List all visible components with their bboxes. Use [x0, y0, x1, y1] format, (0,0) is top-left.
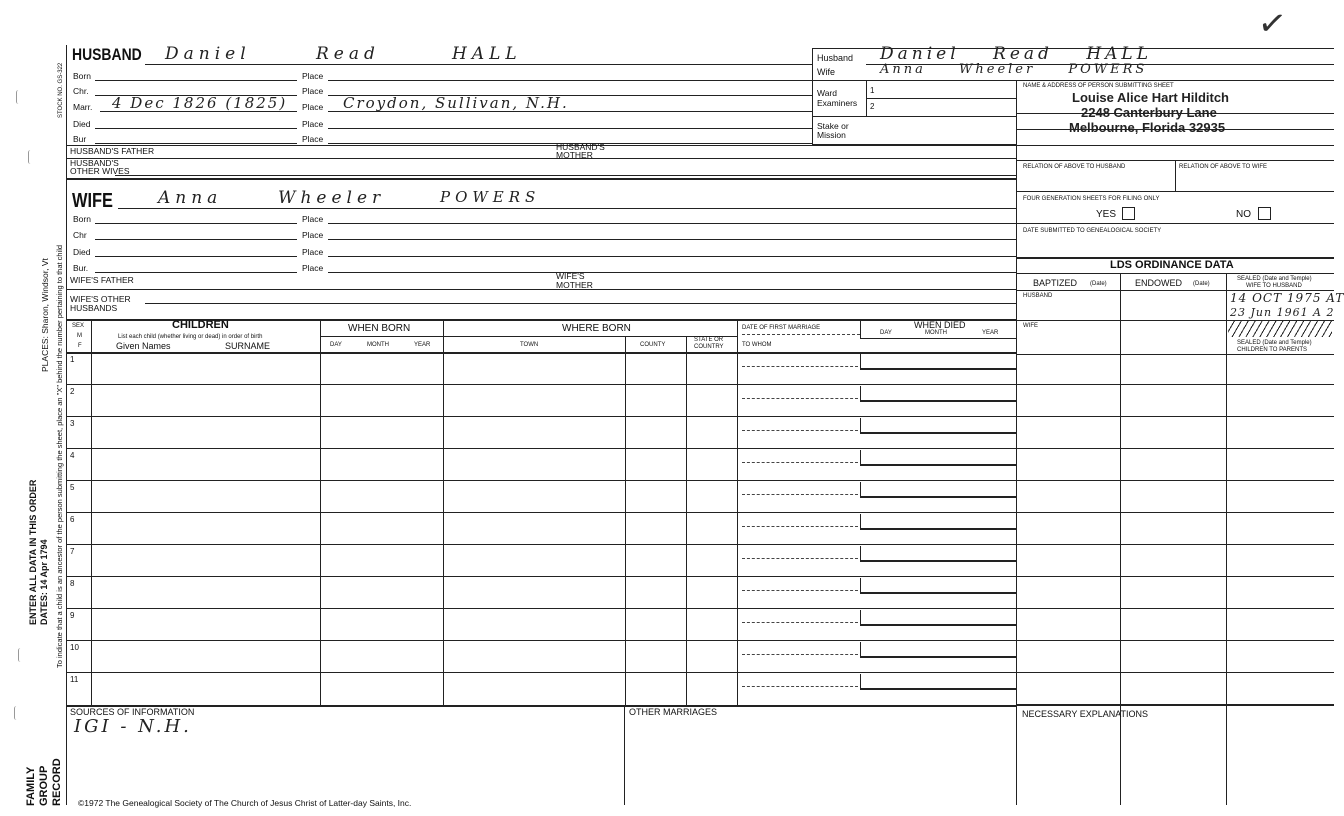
child-row-divider: [66, 640, 1016, 641]
husbands-other-wives-1: HUSBAND'S: [70, 158, 119, 168]
wife-born-place-label: Place: [302, 214, 324, 224]
husbands-mother-label-1: HUSBAND'S: [556, 142, 605, 152]
sealed-cp-label-1: SEALED (Date and Temple): [1237, 340, 1312, 346]
husband-middle: Read: [316, 44, 380, 64]
submitter-name: Louise Alice Hart Hilditch: [1072, 90, 1229, 105]
surname-header: SURNAME: [225, 341, 271, 351]
binder-mark: [28, 150, 33, 164]
sources-label: SOURCES OF INFORMATION: [70, 707, 195, 717]
child-row-divider: [66, 480, 1016, 481]
dates-value: DATES: 14 Apr 1794: [39, 539, 49, 625]
to-whom-header: TO WHOM: [742, 342, 772, 348]
children-title: CHILDREN: [172, 319, 229, 331]
died-box-side: [860, 354, 861, 368]
died-box-side: [860, 450, 861, 464]
died-box-side: [860, 610, 861, 624]
marriage-place: Croydon, Sullivan, N.H.: [343, 94, 569, 112]
marriage-date-dash: [742, 590, 858, 591]
first-marriage-header: DATE OF FIRST MARRIAGE: [742, 325, 821, 331]
died-day-header: DAY: [880, 330, 892, 336]
marriage-date-dash: [742, 366, 858, 367]
marriage-date-dash: [742, 398, 858, 399]
child-row-number: 6: [70, 515, 75, 524]
baptized-date-label: (Date): [1090, 281, 1107, 287]
submitter-label: NAME & ADDRESS OF PERSON SUBMITTING SHEET: [1023, 83, 1174, 89]
sealed-wh-label-2: WIFE TO HUSBAND: [1246, 283, 1302, 289]
sealed-value-1: 14 OCT 1975 AT: [1230, 291, 1344, 305]
died-box-line: [860, 496, 1016, 498]
sealed-wh-label-1: SEALED (Date and Temple): [1237, 276, 1312, 282]
husband-born-label: Born: [73, 71, 91, 81]
date-submitted-label: DATE SUBMITTED TO GENEALOGICAL SOCIETY: [1023, 228, 1162, 234]
submitter-address-1: 2248 Canterbury Lane: [1081, 105, 1217, 120]
where-born-header: WHERE BORN: [562, 323, 631, 334]
husband-died-label: Died: [73, 119, 91, 129]
hatched-area: [1228, 321, 1332, 337]
child-row-number: 8: [70, 579, 75, 588]
no-label: NO: [1236, 209, 1251, 220]
wife-chr-place-label: Place: [302, 230, 324, 240]
lds-husband-label: HUSBAND: [1023, 293, 1053, 299]
marriage-date-dash: [742, 622, 858, 623]
husbands-mother-label-2: MOTHER: [556, 150, 593, 160]
endowed-date-label: (Date): [1193, 281, 1210, 287]
wifes-father-label: WIFE'S FATHER: [70, 275, 134, 285]
died-box-line: [860, 432, 1016, 434]
husband-chr-label: Chr.: [73, 86, 89, 96]
died-box-side: [860, 514, 861, 528]
child-row-divider: [66, 416, 1016, 417]
wifes-other-husbands-1: WIFE'S OTHER: [70, 294, 131, 304]
born-year-header: YEAR: [414, 342, 431, 348]
lds-row-divider: [1016, 672, 1334, 673]
examiner-2-number: 2: [870, 102, 875, 111]
state-header-1: STATE OR: [694, 337, 724, 343]
husband-bur-place-label: Place: [302, 134, 324, 144]
child-row-number: 3: [70, 419, 75, 428]
wife-label: WIFE: [72, 190, 113, 212]
lds-row-divider: [1016, 608, 1334, 609]
marriage-date: 4 Dec 1826 (1825): [112, 94, 288, 112]
died-box-line: [860, 560, 1016, 562]
child-row-divider: [66, 448, 1016, 449]
examiner-1-number: 1: [870, 86, 875, 95]
child-row-number: 2: [70, 387, 75, 396]
wife-bur-place-label: Place: [302, 263, 324, 273]
child-row-number: 11: [70, 675, 79, 684]
wife-middle: Wheeler: [278, 188, 386, 208]
stake-label-1: Stake or: [817, 121, 849, 131]
copyright-notice: ©1972 The Genealogical Society of The Church of Jesus Christ of Latter-day Saints, Inc.: [78, 798, 412, 808]
four-generation-label: FOUR GENERATION SHEETS FOR FILING ONLY: [1023, 196, 1160, 202]
child-row-number: 1: [70, 355, 75, 364]
marriage-date-dash: [742, 654, 858, 655]
examiners-label: Examiners: [817, 98, 858, 108]
wifes-mother-label-2: MOTHER: [556, 280, 593, 290]
lds-row-divider: [1016, 544, 1334, 545]
child-row-number: 5: [70, 483, 75, 492]
wifes-other-husbands-2: HUSBANDS: [70, 303, 118, 313]
died-box-line: [860, 400, 1016, 402]
wife-bur-label: Bur.: [73, 263, 89, 273]
sealed-value-2: 23 Jun 1961 A 2: [1230, 306, 1335, 319]
child-row-divider: [66, 608, 1016, 609]
died-box-side: [860, 482, 861, 496]
wife-surname: POWERS: [440, 188, 541, 206]
binder-mark: [14, 706, 19, 720]
husband-born-place-label: Place: [302, 71, 324, 81]
child-row-divider: [66, 384, 1016, 385]
died-box-side: [860, 418, 861, 432]
child-row-divider: [66, 576, 1016, 577]
other-marriages-label: OTHER MARRIAGES: [629, 707, 718, 717]
husband-surname: HALL: [452, 44, 522, 64]
sources-value: IGI - N.H.: [74, 716, 192, 737]
ward-label: Ward: [817, 88, 837, 98]
marriage-date-dash: [742, 494, 858, 495]
husband-chr-place-label: Place: [302, 86, 324, 96]
sex-f-label: F: [78, 343, 82, 349]
wife-died-place-label: Place: [302, 247, 324, 257]
child-row-divider: [66, 512, 1016, 513]
stock-number: STOCK NO. GS-322: [58, 62, 64, 118]
died-box-line: [860, 368, 1016, 370]
town-header: TOWN: [520, 342, 539, 348]
died-box-line: [860, 528, 1016, 530]
relation-husband-label: RELATION OF ABOVE TO HUSBAND: [1023, 164, 1126, 170]
binder-mark: [16, 90, 21, 104]
baptized-label: BAPTIZED: [1033, 278, 1078, 288]
stake-label-2: Mission: [817, 130, 846, 140]
child-row-divider: [66, 672, 1016, 673]
died-box-side: [860, 386, 861, 400]
died-box-line: [860, 656, 1016, 658]
sex-label: SEX: [72, 323, 85, 329]
lds-row-divider: [1016, 384, 1334, 385]
husband-died-place-label: Place: [302, 119, 324, 129]
places-title: PLACES: Sharon, Windsor, Vt: [40, 258, 50, 372]
died-year-header: YEAR: [982, 330, 999, 336]
wife-given: Anna: [158, 188, 223, 208]
died-box-side: [860, 546, 861, 560]
lds-title: LDS ORDINANCE DATA: [1110, 259, 1234, 271]
child-row-number: 4: [70, 451, 75, 460]
children-instruction: List each child (whether living or dead) in order of birth: [118, 334, 263, 340]
record-title-2: GROUP: [38, 765, 50, 806]
explanations-label: NECESSARY EXPLANATIONS: [1022, 709, 1149, 719]
when-born-header: WHEN BORN: [348, 323, 411, 334]
right-husband-label: Husband: [817, 53, 854, 63]
lds-row-divider: [1016, 576, 1334, 577]
child-ancestor-note: To indicate that a child is an ancestor of the person submitting the sheet, place an "X" behind the number pertaining to that child: [55, 244, 64, 668]
child-row-divider: [66, 544, 1016, 545]
lds-row-divider: [1016, 640, 1334, 641]
husband-given: Daniel: [165, 44, 251, 64]
died-box-side: [860, 642, 861, 656]
lds-row-divider: [1016, 480, 1334, 481]
died-month-header: MONTH: [925, 330, 947, 336]
check-mark-icon: ✓: [1255, 2, 1290, 46]
wife-died-label: Died: [73, 247, 91, 257]
dates-title: ENTER ALL DATA IN THIS ORDER: [28, 479, 38, 625]
county-header: COUNTY: [640, 342, 666, 348]
wifes-mother-label-1: WIFE'S: [556, 271, 585, 281]
yes-checkbox[interactable]: [1122, 207, 1135, 220]
sex-m-label: M: [77, 333, 82, 339]
died-box-side: [860, 578, 861, 592]
relation-wife-label: RELATION OF ABOVE TO WIFE: [1179, 164, 1268, 170]
died-box-line: [860, 464, 1016, 466]
child-row-number: 10: [70, 643, 79, 652]
record-title-3: RECORD: [51, 758, 63, 806]
wife-chr-label: Chr: [73, 230, 87, 240]
when-died-header: WHEN DIED: [914, 320, 966, 330]
husband-marr-label: Marr.: [73, 102, 93, 112]
died-box-line: [860, 624, 1016, 626]
husband-bur-label: Bur: [73, 134, 87, 144]
state-header-2: COUNTRY: [694, 344, 724, 350]
born-day-header: DAY: [330, 342, 342, 348]
right-husband-value: Daniel Read HALL: [880, 44, 1153, 64]
wife-born-label: Born: [73, 214, 91, 224]
died-box-side: [860, 674, 861, 688]
left-frame-line: [66, 45, 67, 805]
sealed-cp-label-2: CHILDREN TO PARENTS: [1237, 347, 1308, 353]
yes-label: YES: [1096, 209, 1117, 220]
right-wife-value: Anna Wheeler POWERS: [880, 62, 1148, 77]
binder-mark: [18, 648, 23, 662]
lds-row-divider: [1016, 512, 1334, 513]
lds-row-divider: [1016, 416, 1334, 417]
right-wife-label: Wife: [817, 67, 835, 77]
born-month-header: MONTH: [367, 342, 389, 348]
died-box-line: [860, 688, 1016, 690]
marriage-date-dash: [742, 526, 858, 527]
marriage-date-dash: [742, 430, 858, 431]
submitter-address-2: Melbourne, Florida 32935: [1069, 120, 1226, 135]
lds-row-divider: [1016, 448, 1334, 449]
husband-marr-place-label: Place: [302, 102, 324, 112]
given-names-header: Given Names: [116, 341, 171, 351]
record-title-1: FAMILY: [25, 766, 37, 806]
marriage-date-dash: [742, 558, 858, 559]
marriage-date-dash: [742, 686, 858, 687]
child-row-number: 7: [70, 547, 75, 556]
husbands-other-wives-2: OTHER WIVES: [70, 166, 130, 176]
husbands-father-label: HUSBAND'S FATHER: [70, 146, 155, 156]
endowed-label: ENDOWED: [1135, 278, 1182, 288]
marriage-date-dash: [742, 462, 858, 463]
died-box-line: [860, 592, 1016, 594]
child-row-number: 9: [70, 611, 75, 620]
no-checkbox[interactable]: [1258, 207, 1271, 220]
lds-wife-label: WIFE: [1023, 323, 1038, 329]
husband-label: HUSBAND: [72, 45, 142, 64]
